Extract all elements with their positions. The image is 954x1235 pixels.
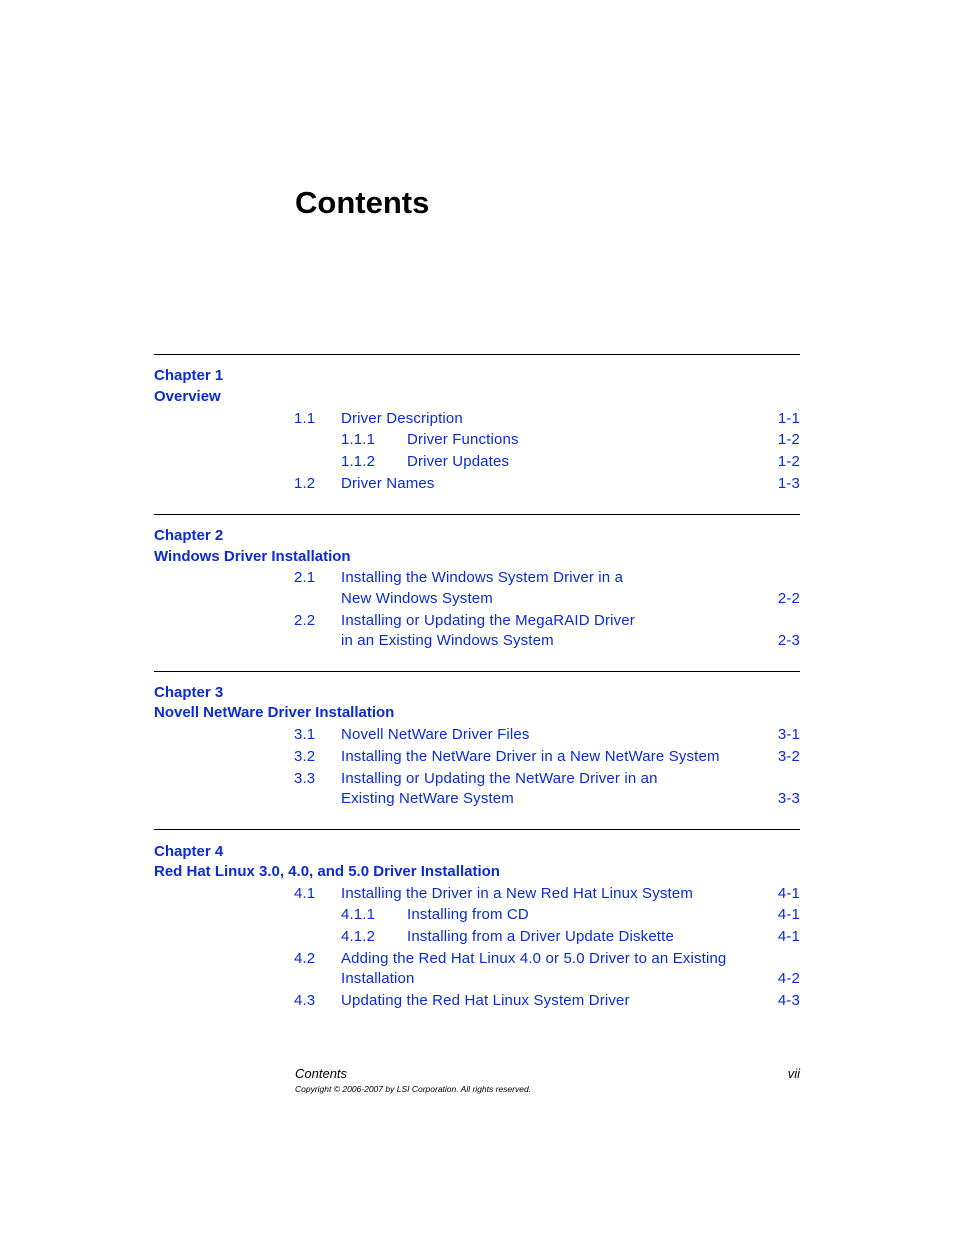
section-title[interactable]: Novell NetWare Driver Files [341, 726, 530, 743]
section-title-line1[interactable]: Installing or Updating the MegaRAID Driver [341, 612, 635, 629]
section-number: 4.1.2 [341, 928, 376, 945]
section-number: 4.2 [294, 950, 316, 967]
section-number: 2.1 [294, 569, 316, 586]
page-number[interactable]: 3-2 [777, 748, 800, 765]
chapter-label[interactable]: Chapter 4 [154, 843, 224, 860]
section-number: 1.1 [294, 410, 316, 427]
page-number[interactable]: 1-3 [777, 475, 800, 492]
section-title-line1[interactable]: Installing or Updating the NetWare Driver in an [341, 770, 658, 787]
section-title-line1[interactable]: Installing the Windows System Driver in a [341, 569, 624, 586]
page-number[interactable]: 4-1 [777, 885, 800, 902]
chapter-label[interactable]: Chapter 2 [154, 527, 224, 544]
chapter-title[interactable]: Windows Driver Installation [154, 548, 351, 565]
section-number: 4.3 [294, 992, 316, 1009]
section-title-line1[interactable]: Adding the Red Hat Linux 4.0 or 5.0 Driver to an Existing [341, 950, 727, 967]
section-title[interactable]: Installing from CD [407, 906, 529, 923]
chapter-title[interactable]: Novell NetWare Driver Installation [154, 704, 395, 721]
page-number[interactable]: 3-3 [777, 790, 800, 807]
copyright-notice: Copyright © 2006-2007 by LSI Corporation. All rights reserved. [295, 1084, 532, 1094]
section-title-line2[interactable]: Existing NetWare System [341, 790, 514, 807]
section-title[interactable]: Driver Description [341, 410, 463, 427]
section-title-line2[interactable]: New Windows System [341, 590, 493, 607]
section-number: 3.1 [294, 726, 316, 743]
chapter-divider [154, 514, 800, 515]
section-title[interactable]: Updating the Red Hat Linux System Driver [341, 992, 630, 1009]
section-number: 3.2 [294, 748, 316, 765]
section-title[interactable]: Installing the Driver in a New Red Hat Linux System [341, 885, 693, 902]
section-title-line2[interactable]: Installation [341, 970, 415, 987]
chapter-divider [154, 829, 800, 830]
section-number: 3.3 [294, 770, 316, 787]
section-title[interactable]: Driver Updates [407, 453, 510, 470]
section-title[interactable]: Driver Names [341, 475, 435, 492]
page-number[interactable]: 2-2 [777, 590, 800, 607]
page-title: Contents [295, 185, 430, 220]
page-number[interactable]: 1-2 [777, 453, 800, 470]
section-title[interactable]: Installing the NetWare Driver in a New NetWare System [341, 748, 720, 765]
section-number: 2.2 [294, 612, 316, 629]
footer-page-number: vii [787, 1066, 800, 1081]
page-number[interactable]: 1-2 [777, 431, 800, 448]
section-number: 4.1 [294, 885, 316, 902]
chapter-divider [154, 354, 800, 355]
chapter-label[interactable]: Chapter 1 [154, 367, 224, 384]
section-title[interactable]: Driver Functions [407, 431, 519, 448]
page-number[interactable]: 4-1 [777, 906, 800, 923]
chapter-label[interactable]: Chapter 3 [154, 684, 224, 701]
chapter-divider [154, 671, 800, 672]
page-number[interactable]: 4-3 [777, 992, 800, 1009]
page-number[interactable]: 3-1 [777, 726, 800, 743]
page-number[interactable]: 4-1 [777, 928, 800, 945]
section-number: 1.1.1 [341, 431, 376, 448]
footer-section-title: Contents [295, 1066, 348, 1081]
section-title[interactable]: Installing from a Driver Update Diskette [407, 928, 674, 945]
section-number: 1.1.2 [341, 453, 376, 470]
section-title-line2[interactable]: in an Existing Windows System [341, 632, 554, 649]
section-number: 4.1.1 [341, 906, 376, 923]
page-number[interactable]: 1-1 [777, 410, 800, 427]
page-number[interactable]: 4-2 [777, 970, 800, 987]
page-number[interactable]: 2-3 [777, 632, 800, 649]
section-number: 1.2 [294, 475, 316, 492]
chapter-title[interactable]: Red Hat Linux 3.0, 4.0, and 5.0 Driver Installation [154, 863, 500, 880]
chapter-title[interactable]: Overview [154, 388, 221, 405]
